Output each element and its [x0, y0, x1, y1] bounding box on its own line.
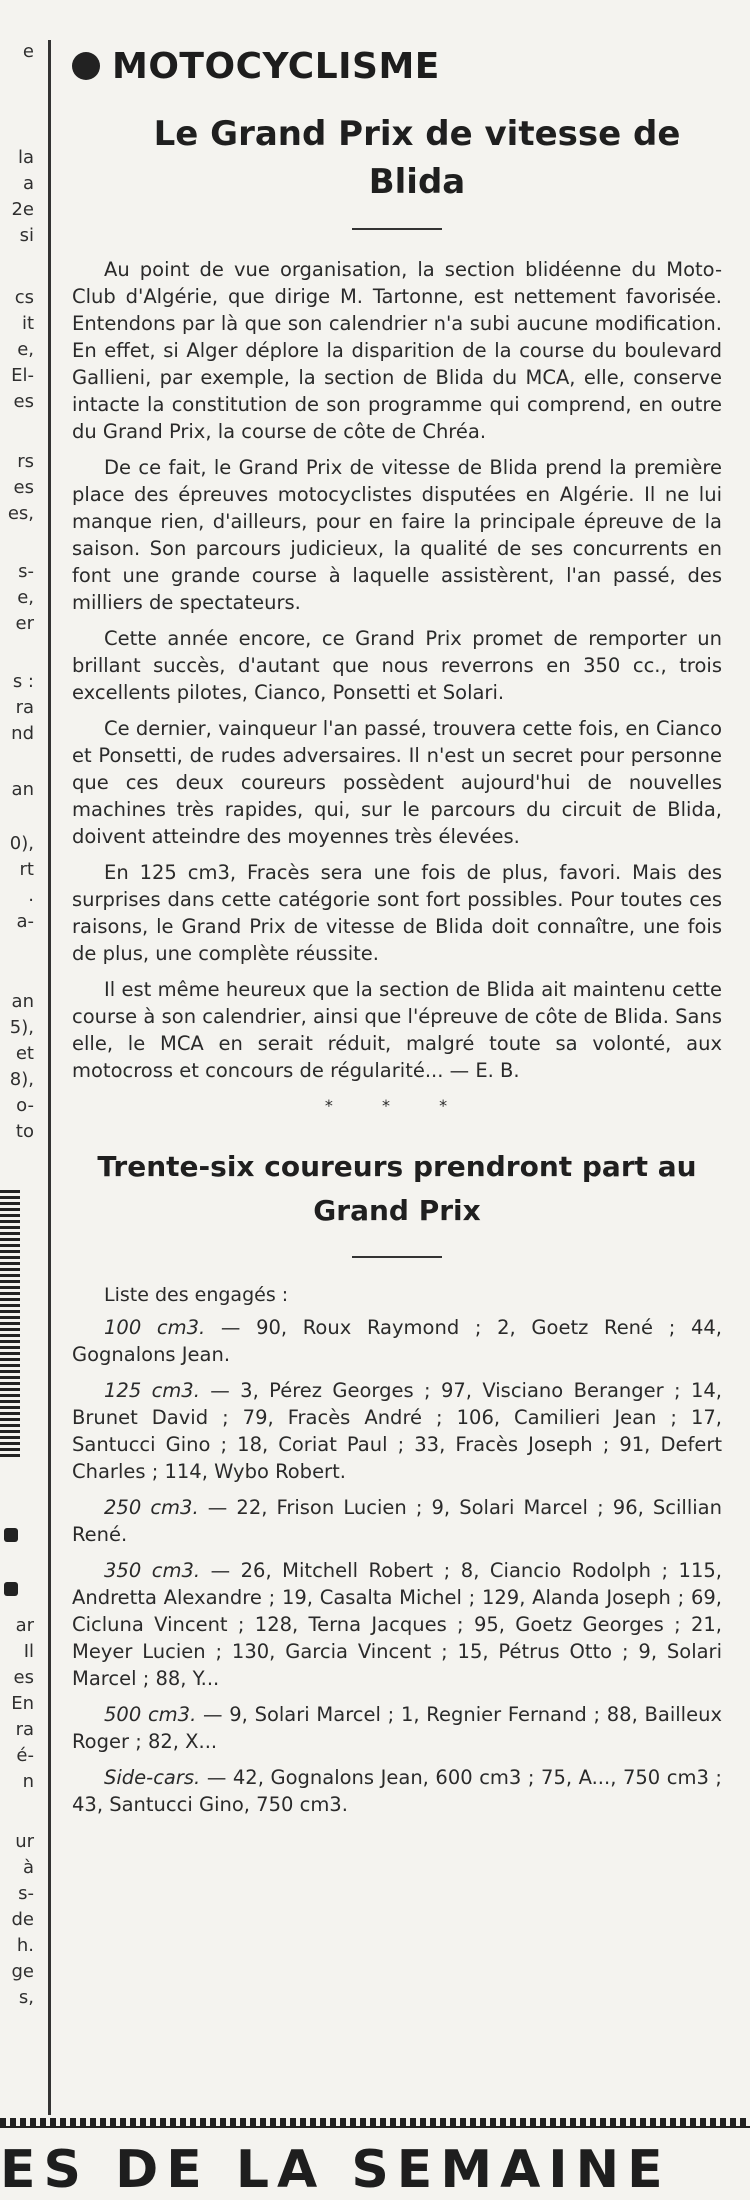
fragment-text: et: [15, 1043, 34, 1064]
paragraph: Cette année encore, ce Grand Prix promet de remporter un brillant succès, d'autant que nous reverrons en 350 cc., trois excellents pilotes, Cianco, Ponsetti et Solari.: [72, 627, 722, 704]
paragraph: De ce fait, le Grand Prix de vitesse de Blida prend la première place des épreuves motocyclistes disputées en Algérie. Il ne lui manque rien, d'ailleurs, pour en faire la principale épreuve de la saison. Son parcours judicieux, la qualité de ses concurrents en font une grande course à laquelle assistèrent, l'an passé, des milliers de spectateurs.: [72, 456, 722, 614]
fragment-text: El-: [11, 365, 34, 386]
fragment-text: s-: [18, 1883, 34, 1904]
paragraph: Ce dernier, vainqueur l'an passé, trouvera cette fois, en Cianco et Ponsetti, de rudes adversaires. Il n'est un secret pour personne que ces deux coureurs possèdent aujourd'hui de nouvelles machines très rapides, qui, sur le parcours du circuit de Blida, doivent atteindre des moyennes très élevées.: [72, 717, 722, 848]
fragment-text: es: [13, 1667, 34, 1688]
entry-item: [72, 1494, 722, 1548]
fragment-text: 5),: [9, 1017, 34, 1038]
fragment-text: s-: [18, 561, 34, 582]
fragment-text: En: [11, 1693, 34, 1714]
headline: Le Grand Prix de vitesse de Blida: [153, 114, 681, 202]
entry-text: — 90, Roux Raymond ; 2, Goetz René ; 44, Gognalons Jean.: [72, 1316, 722, 1367]
fragment-text: h.: [16, 1935, 34, 1956]
bullet-icon: [72, 52, 100, 80]
paragraph: Il est même heureux que la section de Blida ait maintenu cette course à son calendrier, ainsi que l'épreuve de côte de Blida. Sans elle, le MCA en serait réduit, malgré toute sa volonté, aux motocross et concours de régularité... — E. B.: [72, 978, 722, 1082]
fragment-text: it: [21, 313, 34, 334]
fragment-text: a: [22, 173, 34, 194]
entry-text: — 3, Pérez Georges ; 97, Visciano Beranger ; 14, Brunet David ; 79, Fracès André ; 106, Camilieri Jean ; 17, Santucci Gino ; 18, Coriat Paul ; 33, Fracès Joseph ; 91, Defert Charles ; 114, Wybo Robert.: [72, 1379, 722, 1484]
fragment-text: ur: [15, 1831, 34, 1852]
fragment-text: 2e: [11, 199, 34, 220]
entry-text: — 22, Frison Lucien ; 9, Solari Marcel ; 96, Scillian René.: [72, 1496, 722, 1547]
fragment-text: n: [22, 1771, 34, 1792]
subheadline: Trente-six coureurs prendront part au Grand Prix: [97, 1150, 697, 1227]
column-rule: [48, 40, 51, 2115]
fragment-text: es,: [7, 503, 34, 524]
fragment-text: rt: [19, 859, 34, 880]
entry-category: 250 cm3.: [104, 1496, 199, 1520]
subheadline-rule: [352, 1256, 442, 1258]
entry-item: [72, 1764, 722, 1818]
fragment-text: ra: [15, 697, 34, 718]
entry-category: 500 cm3.: [104, 1703, 197, 1727]
fragment-text: es: [13, 477, 34, 498]
entry-item: [72, 1377, 722, 1485]
advert-stripe: [0, 1190, 20, 1460]
decorative-border: [0, 2118, 750, 2128]
fragment-text: an: [11, 991, 34, 1012]
fragment-text: ra: [15, 1719, 34, 1740]
entry-text: — 26, Mitchell Robert ; 8, Ciancio Rodolph ; 115, Andretta Alexandre ; 19, Casalta Michel ; 129, Alanda Joseph ; 69, Cicluna Vincent ; 128, Terna Jacques ; 95, Goetz Georges ; 21, Meyer Lucien ; 130, Garcia Vincent ; 15, Pétrus Otto ; 9, Solari Marcel ; 88, Y...: [72, 1559, 722, 1691]
entry-item: [72, 1314, 722, 1368]
next-section-heading: ES DE LA SEMAINE: [0, 2140, 671, 2200]
fragment-text: nd: [11, 723, 34, 744]
fragment-text: e: [22, 41, 34, 62]
fragment-text: to: [15, 1121, 34, 1142]
entry-category: 100 cm3.: [104, 1316, 206, 1340]
fragment-text: o-: [16, 1095, 34, 1116]
fragment-text: er: [15, 613, 34, 634]
ink-mark: [4, 1528, 18, 1542]
paragraph: En 125 cm3, Fracès sera une fois de plus, favori. Mais des surprises dans cette catégorie sont fort possibles. Pour toutes ces raisons, le Grand Prix de vitesse de Blida doit connaître, une fois de plus, une complète réussite.: [72, 861, 722, 965]
entries-list: [72, 1284, 722, 1818]
entry-category: Side-cars.: [104, 1766, 201, 1790]
entry-category: 125 cm3.: [104, 1379, 200, 1403]
fragment-text: ar: [15, 1615, 34, 1636]
fragment-text: s,: [18, 1987, 34, 2008]
section-title: MOTOCYCLISME: [112, 45, 440, 87]
fragment-text: e,: [17, 339, 34, 360]
separator: * * *: [324, 1096, 470, 1115]
entries-intro: Liste des engagés :: [104, 1284, 289, 1307]
fragment-text: s :: [12, 671, 34, 692]
fragment-text: à: [22, 1857, 34, 1878]
fragment-text: de: [11, 1909, 34, 1930]
entry-category: 350 cm3.: [104, 1559, 201, 1583]
fragment-text: si: [19, 225, 34, 246]
fragment-text: an: [11, 779, 34, 800]
fragment-text: cs: [14, 287, 34, 308]
fragment-text: Il: [23, 1641, 34, 1662]
left-column-fragments: [0, 0, 40, 2173]
fragment-text: la: [17, 147, 34, 168]
fragment-text: rs: [17, 451, 34, 472]
entry-text: — 42, Gognalons Jean, 600 cm3 ; 75, A..., 750 cm3 ; 43, Santucci Gino, 750 cm3.: [72, 1766, 722, 1817]
fragment-text: es: [13, 391, 34, 412]
ink-mark: [4, 1582, 18, 1596]
paragraph: Au point de vue organisation, la section blidéenne du Moto-Club d'Algérie, que dirige M. Tartonne, est nettement favorisée. Entendons par là que son calendrier n'a subi aucune modification. En effet, si Alger déplore la disparition de la course du boulevard Gallieni, par exemple, la section de Blida du MCA, elle, conserve intacte la constitution de son programme qui comprend, en outre du Grand Prix, la course de côte de Chréa.: [72, 258, 722, 443]
fragment-text: a-: [16, 911, 34, 932]
entry-item: [72, 1557, 722, 1692]
entry-text: — 9, Solari Marcel ; 1, Regnier Fernand ; 88, Bailleux Roger ; 82, X...: [72, 1703, 722, 1754]
fragment-text: e,: [17, 587, 34, 608]
entry-item: [72, 1701, 722, 1755]
fragment-text: 8),: [9, 1069, 34, 1090]
fragment-text: ge: [11, 1961, 34, 1982]
article: [72, 40, 722, 1827]
section-header: [72, 40, 722, 92]
fragment-text: 0),: [9, 833, 34, 854]
fragment-text: é-: [16, 1745, 34, 1766]
headline-rule: [352, 228, 442, 230]
fragment-text: .: [28, 885, 34, 906]
